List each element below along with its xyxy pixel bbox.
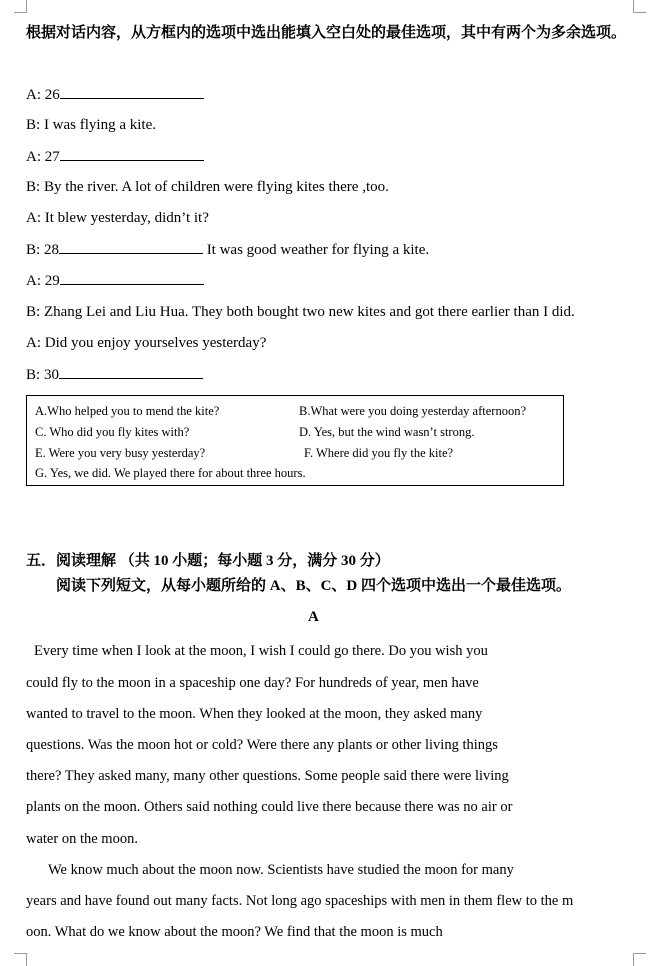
answer-blank[interactable] — [60, 146, 204, 161]
option-e: E. Were you very busy yesterday? — [35, 446, 206, 460]
answer-blank[interactable] — [59, 364, 203, 379]
option-f: F. Where did you fly the kite? — [304, 446, 454, 460]
passage-line: wanted to travel to the moon. When they looked at the moon, they asked many — [26, 706, 483, 722]
passage-line: oon. What do we know about the moon? We find that the moon is much — [26, 924, 443, 940]
passage-line: years and have found out many facts. Not long ago spaceships with men in them flew to the m — [26, 893, 574, 909]
passage-line: could fly to the moon in a spaceship one day? For hundreds of year, men have — [26, 675, 479, 691]
crop-mark-bottom-right — [633, 953, 646, 966]
dialogue-line: B: Zhang Lei and Liu Hua. They both bought two new kites and got there earlier than I did. — [26, 304, 575, 320]
crop-mark-top-left — [14, 0, 27, 13]
option-c: C. Who did you fly kites with? — [35, 425, 190, 439]
crop-mark-bottom-left — [14, 953, 27, 966]
dialogue-line: A: 27 — [26, 146, 204, 167]
passage-line: Every time when I look at the moon, I wish I could go there. Do you wish you — [34, 643, 488, 659]
crop-mark-top-right — [633, 0, 646, 13]
passage-line: there? They asked many, many other questions. Some people said there were living — [26, 768, 509, 784]
passage-line: water on the moon. — [26, 831, 138, 847]
passage-line: plants on the moon. Others said nothing could live there because there was no air or — [26, 799, 513, 815]
passage-line: We know much about the moon now. Scientists have studied the moon for many — [48, 862, 514, 878]
dialogue-line: B: 28 It was good weather for flying a kite. — [26, 239, 429, 260]
answer-blank[interactable] — [60, 84, 204, 99]
dialogue-line: B: By the river. A lot of children were flying kites there ,too. — [26, 179, 389, 195]
option-g: G. Yes, we did. We played there for about three hours. — [35, 466, 306, 480]
dialogue-instruction: 根据对话内容，从方框内的选项中选出能填入空白处的最佳选项，其中有两个为多余选项。 — [26, 25, 627, 41]
dialogue-line: A: Did you enjoy yourselves yesterday? — [26, 335, 267, 351]
dialogue-line: A: It blew yesterday, didn’t it? — [26, 210, 209, 226]
option-b: B.What were you doing yesterday afternoon? — [299, 404, 527, 418]
passage-label: A — [308, 609, 319, 625]
dialogue-line: B: 30 — [26, 364, 203, 385]
passage-line: questions. Was the moon hot or cold? Were there any plants or other living things — [26, 737, 498, 753]
option-a: A.Who helped you to mend the kite? — [35, 404, 220, 418]
answer-blank[interactable] — [60, 270, 204, 285]
dialogue-line: B: I was flying a kite. — [26, 117, 156, 133]
reading-instruction: 阅读下列短文，从每小题所给的 A、B、C、D 四个选项中选出一个最佳选项。 — [56, 578, 572, 594]
dialogue-line: A: 26 — [26, 84, 204, 105]
option-d: D. Yes, but the wind wasn’t strong. — [299, 425, 475, 439]
section-heading: 五．阅读理解 （共 10 小题；每小题 3 分，满分 30 分） — [26, 553, 390, 569]
answer-blank[interactable] — [59, 239, 203, 254]
dialogue-line: A: 29 — [26, 270, 204, 291]
options-box — [26, 395, 564, 486]
